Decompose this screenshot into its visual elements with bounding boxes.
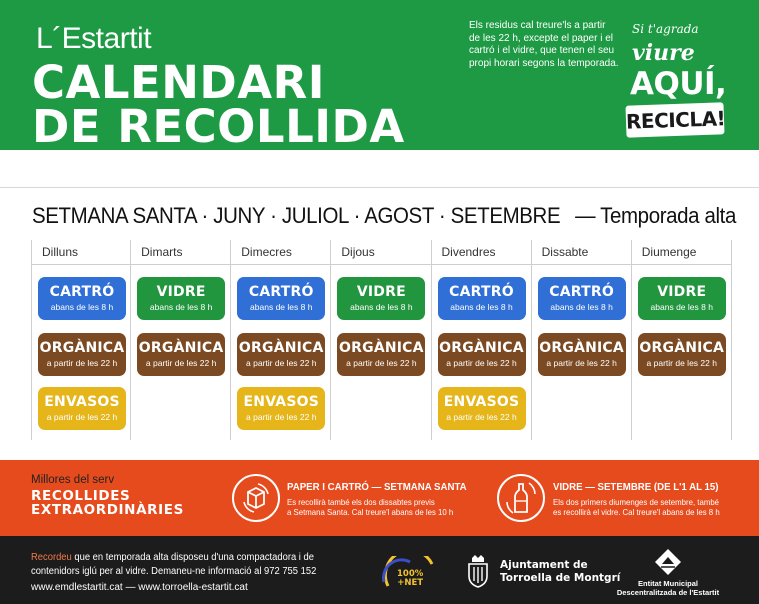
collection-time: a partir de les 22 h — [546, 358, 617, 368]
day-name: Dimecres — [241, 245, 292, 259]
collection-time: a partir de les 22 h — [46, 412, 118, 422]
divider — [0, 187, 759, 188]
net-logo — [380, 556, 440, 592]
collection-badge — [438, 333, 526, 376]
collection-time: a partir de les 22 h — [145, 358, 217, 368]
collection-time: abans de les 8 h — [149, 302, 213, 312]
footer — [0, 536, 759, 604]
day-underline — [432, 264, 531, 265]
day-column — [632, 240, 732, 440]
collection-time: a partir de les 22 h — [346, 358, 417, 368]
day-column — [31, 240, 131, 440]
collection-time: abans de les 8 h — [450, 302, 513, 312]
collection-badge — [237, 333, 325, 376]
header-banner — [0, 0, 759, 153]
collection-time: a partir de les 22 h — [646, 358, 717, 368]
season-months: SETMANA SANTA · JUNY · JULIOL · AGOST · SETEMBRE — [32, 203, 561, 228]
day-name: Divendres — [441, 245, 496, 259]
logo-line2: viure — [632, 40, 695, 66]
collection-badge — [38, 333, 126, 376]
paper-extra-info — [287, 481, 487, 517]
collection-time: a partir de les 22 h — [446, 358, 517, 368]
collection-time: abans de les 8 h — [550, 302, 613, 312]
waste-type: ENVASOS — [443, 394, 520, 410]
footer-line1 — [31, 552, 314, 563]
day-name: Dimarts — [141, 245, 183, 259]
collection-time: abans de les 8 h — [250, 302, 313, 312]
entitat-icon — [654, 548, 682, 576]
waste-type: ORGÀNICA — [39, 340, 125, 356]
waste-type: CARTRÓ — [248, 284, 314, 300]
day-name: Dilluns — [42, 245, 79, 259]
collection-time: a partir de les 22 h — [246, 358, 317, 368]
day-column — [532, 240, 632, 440]
collection-badge — [438, 277, 526, 320]
day-column — [231, 240, 331, 440]
waste-type: ORGÀNICA — [539, 340, 624, 356]
bottle-recycle-icon — [497, 474, 545, 522]
paper-extra-title: PAPER I CARTRÓ — SETMANA SANTA — [287, 481, 467, 493]
day-underline — [632, 264, 731, 265]
logo-line4: RECICLA! — [625, 102, 724, 137]
glass-extra-line1: Els dos primers diumenges de setembre, també — [553, 497, 720, 507]
waste-type: CARTRÓ — [449, 284, 514, 300]
collection-badge — [38, 277, 126, 320]
net-logo-line2: +NET — [397, 578, 424, 588]
collection-badge — [538, 277, 626, 320]
waste-type: ORGÀNICA — [639, 340, 725, 356]
waste-type: VIDRE — [657, 284, 707, 300]
day-name: Dijous — [341, 245, 375, 259]
waste-type: CARTRÓ — [549, 284, 614, 300]
day-column — [131, 240, 231, 440]
page-title-line2: DE RECOLLIDA — [32, 100, 405, 153]
day-underline — [331, 264, 430, 265]
logo-line1: Si t'agrada — [632, 22, 699, 36]
ajuntament-line2: Torroella de Montgrí — [500, 572, 621, 584]
waste-type: ENVASOS — [243, 394, 319, 410]
town-name: L´Estartit — [36, 22, 152, 55]
day-column — [432, 240, 532, 440]
collection-badge — [237, 277, 325, 320]
day-underline — [532, 264, 631, 265]
week-calendar — [31, 240, 732, 440]
footer-line2: contenidors iglú per al vidre. Demaneu-ne informació al 972 755 152 — [31, 566, 317, 577]
day-name: Dissabte — [541, 245, 589, 259]
entitat-line1: Entitat Municipal — [638, 579, 698, 588]
footer-line1-text: que en temporada alta disposeu d'una compactadora i de — [71, 552, 314, 563]
collection-time: a partir de les 22 h — [246, 412, 317, 422]
box-recycle-icon — [232, 474, 280, 522]
collection-time: abans de les 8 h — [350, 302, 413, 312]
collection-badge — [638, 333, 726, 376]
day-underline — [131, 264, 230, 265]
waste-type: ORGÀNICA — [439, 340, 524, 356]
day-column — [331, 240, 431, 440]
footer-links[interactable]: www.emdlestartit.cat — www.torroella-estartit.cat — [31, 582, 248, 593]
waste-type: ORGÀNICA — [238, 340, 324, 356]
season-label: — Temporada alta — [575, 203, 736, 228]
collection-badge — [638, 277, 726, 320]
band-title-line1: RECOLLIDES — [31, 488, 131, 504]
collection-time: abans de les 8 h — [650, 302, 713, 312]
paper-extra-line2: a Setmana Santa. Cal treure'l abans de les 10 h — [287, 507, 454, 517]
collection-time: a partir de les 22 h — [446, 412, 517, 422]
waste-type: ORGÀNICA — [339, 340, 424, 356]
waste-type: CARTRÓ — [49, 284, 115, 300]
collection-badge — [337, 333, 425, 376]
collection-badge — [137, 277, 225, 320]
footer-highlight: Recordeu — [31, 552, 72, 563]
paper-extra-line1: Es recollirà també els dos dissabtes previs — [287, 497, 435, 507]
collection-badge — [237, 387, 325, 430]
collection-time: a partir de les 22 h — [46, 358, 118, 368]
collection-badge — [137, 333, 225, 376]
net-logo-line1: 100% — [397, 569, 424, 579]
collection-badge — [38, 387, 126, 430]
logo-line3: AQUÍ, — [630, 66, 727, 102]
season-heading — [32, 203, 736, 229]
entitat-logo — [602, 548, 734, 600]
collection-badge — [438, 387, 526, 430]
shield-icon — [467, 554, 489, 588]
extraordinary-collections-band — [0, 460, 759, 536]
waste-type: VIDRE — [156, 284, 206, 300]
waste-type: ENVASOS — [44, 394, 120, 410]
waste-type: ORGÀNICA — [138, 340, 224, 356]
glass-extra-line2: es recollirà el vidre. Cal treure'l abans de les 8 h — [553, 507, 720, 517]
day-underline — [231, 264, 330, 265]
page-title-line1: CALENDARI — [32, 56, 326, 109]
glass-extra-info — [553, 481, 753, 517]
entitat-line2: Descentralitzada de l'Estartit — [616, 588, 720, 597]
ajuntament-line1: Ajuntament de — [500, 559, 588, 571]
day-name: Diumenge — [641, 245, 697, 259]
collection-badge — [337, 277, 425, 320]
band-title-line2: EXTRAORDINÀRIES — [31, 502, 184, 518]
day-underline — [32, 264, 130, 265]
collection-time: abans de les 8 h — [50, 302, 114, 312]
recicla-logo — [625, 20, 730, 142]
header-note: Els residus cal treure'ls a partir de les 22 h, excepte el paper i el cartró i el vidre, que tenen el seu propi horari segons la temporada. — [469, 20, 619, 69]
entitat-text — [602, 579, 734, 597]
waste-type: VIDRE — [356, 284, 406, 300]
band-subtitle: Millores del serv — [31, 474, 115, 486]
collection-badge — [538, 333, 626, 376]
net-logo-text — [397, 570, 423, 588]
glass-extra-title: VIDRE — SETEMBRE (DE L'1 AL 15) — [553, 481, 719, 493]
